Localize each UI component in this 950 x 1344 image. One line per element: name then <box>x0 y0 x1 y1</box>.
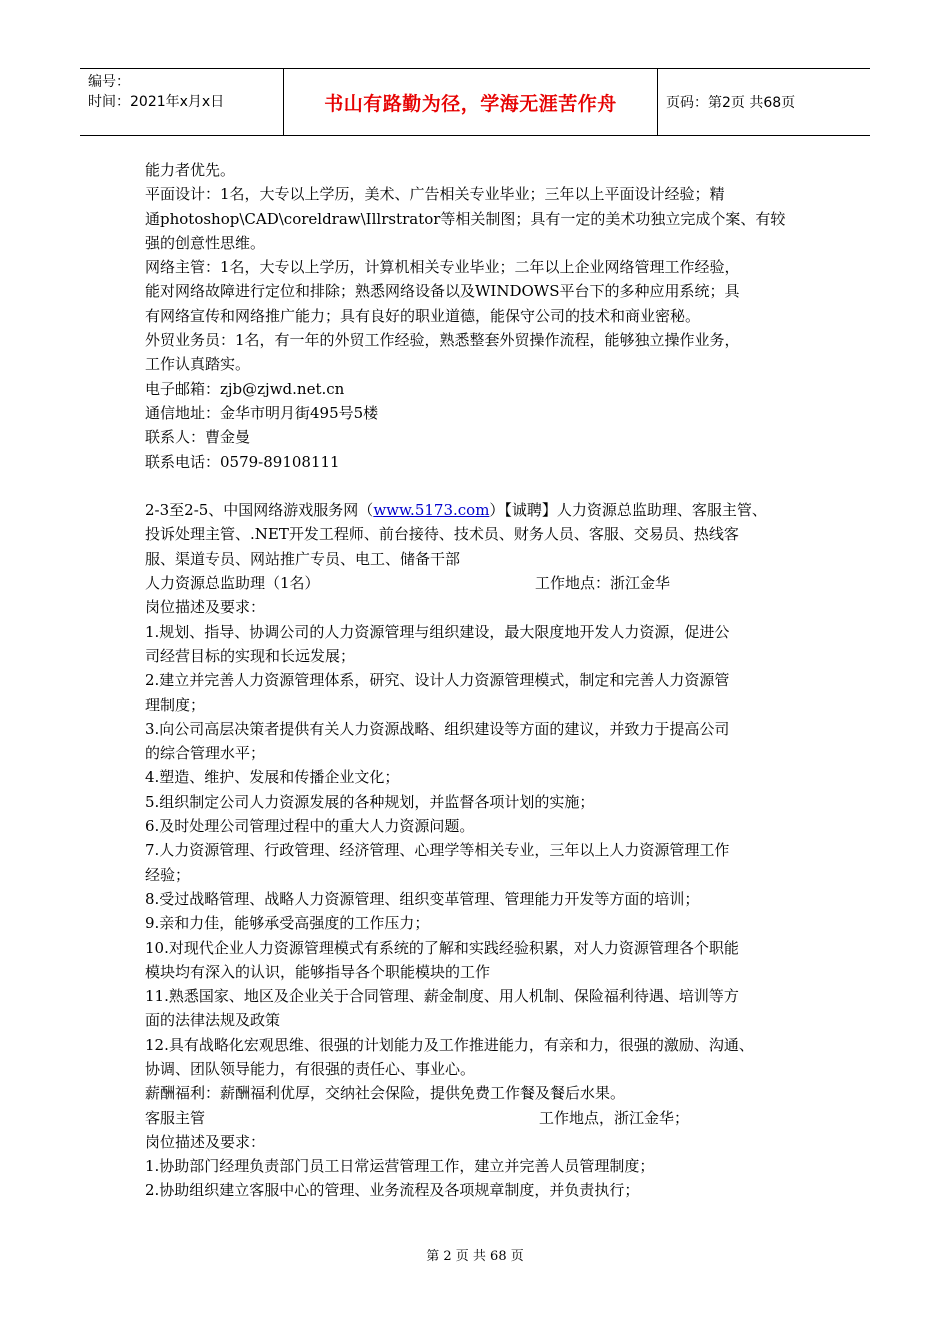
text-line: 能对网络故障进行定位和排除；熟悉网络设备以及WINDOWS平台下的多种应用系统；具 <box>145 282 740 301</box>
job-intro-prefix: 2-3至2-5、中国网络游戏服务网（ <box>145 501 374 520</box>
text-line: 外贸业务员：1名，有一年的外贸工作经验，熟悉整套外贸操作流程，能够独立操作业务， <box>145 331 740 350</box>
page-footer: 第 2 页 共 68 页 <box>426 1249 524 1264</box>
text-line: 的综合管理水平； <box>145 744 266 763</box>
contact-email: 电子邮箱：zjb@zjwd.net.cn <box>145 379 345 398</box>
text-line: 2.建立并完善人力资源管理体系，研究、设计人力资源管理模式，制定和完善人力资源管 <box>145 671 730 690</box>
text-line: 通photoshop\CAD\coreldraw\Illrstrator等相关制图；具有一定的美术功独立完成个案、有较 <box>145 209 786 228</box>
text-line: 12.具有战略化宏观思维、很强的计划能力及工作推进能力，有亲和力，很强的激励、沟通、 <box>145 1035 754 1054</box>
text-line: 经验； <box>145 865 191 884</box>
contact-address: 通信地址：金华市明月街495号5楼 <box>145 403 379 422</box>
text-line: 有网络宣传和网络推广能力；具有良好的职业道德，能保守公司的技术和商业密秘。 <box>145 306 701 325</box>
text-line: 1.协助部门经理负责部门员工日常运营管理工作，建立并完善人员管理制度； <box>145 1157 655 1176</box>
header-page-info: 页码：第2页 共68页 <box>666 95 796 111</box>
text-line: 4.塑造、维护、发展和传播企业文化； <box>145 768 400 787</box>
text-line: 投诉处理主管、.NET开发工程师、前台接待、技术员、财务人员、客服、交易员、热线客 <box>145 525 739 544</box>
hr-assistant-title: 人力资源总监助理（1名） <box>145 574 320 593</box>
text-line: 工作认真踏实。 <box>145 355 251 374</box>
page-header <box>80 68 870 136</box>
blank-line <box>145 474 825 498</box>
text-line: 7.人力资源管理、行政管理、经济管理、心理学等相关专业，三年以上人力资源管理工作 <box>145 841 730 860</box>
cs-manager-location: 工作地点，浙江金华； <box>539 1108 690 1127</box>
text-line: 6.及时处理公司管理过程中的重大人力资源问题。 <box>145 817 475 836</box>
document-number-label: 编号： <box>88 74 130 90</box>
header-slogan: 书山有路勤为径，学海无涯苦作舟 <box>284 69 658 135</box>
text-line: 岗位描述及要求： <box>145 1132 266 1151</box>
job-intro-line <box>145 498 825 522</box>
text-line: 8.受过战略管理、战略人力资源管理、组织变革管理、管理能力开发等方面的培训； <box>145 889 700 908</box>
text-line: 5.组织制定公司人力资源发展的各种规划，并监督各项计划的实施； <box>145 792 595 811</box>
document-date: 时间：2021年x月x日 <box>88 94 225 110</box>
text-line: 能力者优先。 <box>145 161 236 179</box>
text-line: 理制度； <box>145 695 206 714</box>
text-line: 3.向公司高层决策者提供有关人力资源战略、组织建设等方面的建议，并致力于提高公司 <box>145 719 730 738</box>
text-line: 面的法律法规及政策 <box>145 1011 281 1030</box>
text-line: 协调、团队领导能力，有很强的责任心、事业心。 <box>145 1059 476 1078</box>
text-line: 11.熟悉国家、地区及企业关于合同管理、薪金制度、用人机制、保险福利待遇、培训等方 <box>145 987 739 1006</box>
text-line: 平面设计：1名，大专以上学历，美术、广告相关专业毕业；三年以上平面设计经验；精 <box>145 185 725 204</box>
cs-manager-heading <box>145 1106 825 1130</box>
text-line: 岗位描述及要求： <box>145 598 266 617</box>
text-line: 2.协助组织建立客服中心的管理、业务流程及各项规章制度，并负责执行； <box>145 1181 640 1200</box>
text-line: 9.亲和力佳，能够承受高强度的工作压力； <box>145 914 430 933</box>
text-line: 10.对现代企业人力资源管理模式有系统的了解和实践经验积累，对人力资源管理各个职能 <box>145 938 739 957</box>
document-body <box>145 158 825 1203</box>
header-meta <box>80 69 284 135</box>
text-line: 服、渠道专员、网站推广专员、电工、储备干部 <box>145 549 461 568</box>
contact-person: 联系人：曹金曼 <box>145 428 251 447</box>
hr-assistant-heading <box>145 571 825 595</box>
hr-assistant-location: 工作地点：浙江金华 <box>535 574 671 593</box>
text-line: 1.规划、指导、协调公司的人力资源管理与组织建设，最大限度地开发人力资源，促进公 <box>145 622 730 641</box>
text-line: 薪酬福利：薪酬福利优厚，交纳社会保险，提供免费工作餐及餐后水果。 <box>145 1084 626 1103</box>
website-link[interactable]: www.5173.com <box>373 501 490 520</box>
contact-phone: 联系电话：0579-89108111 <box>145 452 340 471</box>
cs-manager-title: 客服主管 <box>145 1108 206 1127</box>
text-line: 司经营目标的实现和长远发展； <box>145 646 356 665</box>
text-line: 模块均有深入的认识，能够指导各个职能模块的工作 <box>145 962 491 981</box>
text-line: 强的创意性思维。 <box>145 233 266 252</box>
job-intro-suffix: ）【诚聘】人力资源总监助理、客服主管、 <box>489 501 767 520</box>
text-line: 网络主管：1名，大专以上学历，计算机相关专业毕业；二年以上企业网络管理工作经验， <box>145 258 740 277</box>
